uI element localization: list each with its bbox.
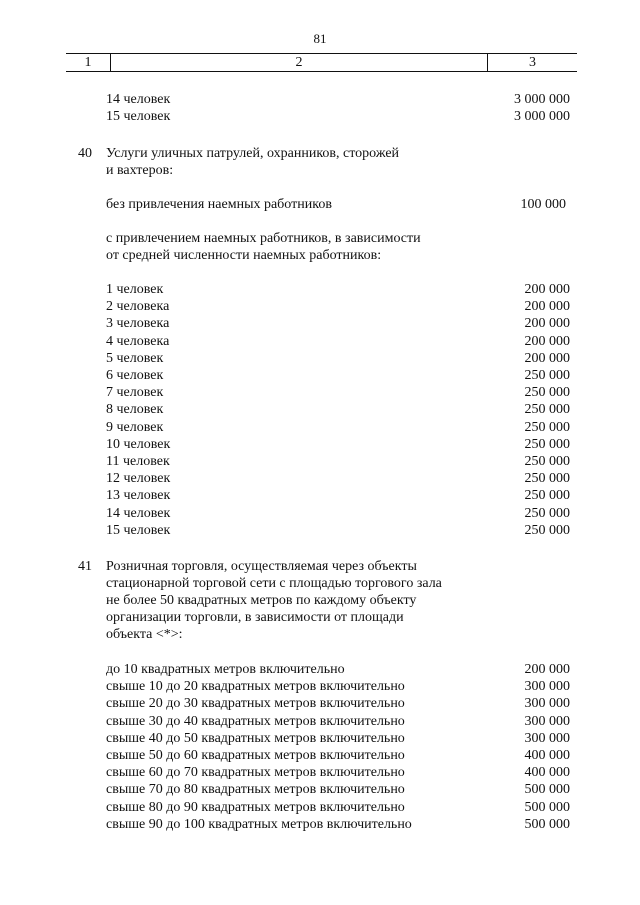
table-row	[0, 522, 640, 539]
row-label: 3 человека	[106, 316, 170, 332]
row-label: 14 человек	[106, 92, 171, 107]
header-col-1: 1	[66, 54, 111, 71]
table-row	[0, 470, 640, 487]
row-label: до 10 квадратных метров включительно	[106, 662, 345, 677]
table-row	[0, 196, 640, 213]
row-label: 6 человек	[106, 368, 164, 383]
table-row	[0, 384, 640, 401]
table-row	[0, 747, 640, 764]
row-value: 400 000	[524, 748, 570, 763]
row-label: 2 человека	[106, 299, 170, 315]
row-label: свыше 30 до 40 квадратных метров включительно	[106, 713, 405, 729]
row-label: 1 человек	[106, 282, 164, 297]
row-value: 500 000	[524, 782, 570, 798]
row-value: 300 000	[524, 679, 570, 695]
row-label: 8 человек	[106, 402, 164, 418]
header-col-3: 3	[529, 55, 536, 70]
row-value: 200 000	[524, 333, 570, 349]
row-value: 300 000	[524, 713, 570, 729]
row-value: 200 000	[524, 299, 570, 315]
row-label: свыше 50 до 60 квадратных метров включительно	[106, 748, 405, 763]
table-row	[0, 453, 640, 470]
row-value: 100 000	[520, 197, 566, 212]
table-row	[0, 799, 640, 816]
row-label: 12 человек	[106, 471, 171, 487]
table-row	[0, 695, 640, 712]
table-row	[0, 401, 640, 418]
row-value: 250 000	[524, 385, 570, 401]
item-41-title-line: организации торговли, в зависимости от площади	[106, 610, 404, 625]
row-value: 3 000 000	[514, 92, 570, 107]
row-value: 3 000 000	[514, 109, 570, 124]
table-row	[0, 298, 640, 315]
table-row	[0, 350, 640, 367]
row-value: 250 000	[524, 505, 570, 521]
table-row	[0, 661, 640, 678]
table-row	[0, 91, 640, 108]
table-row	[0, 764, 640, 781]
row-value: 500 000	[524, 816, 570, 832]
row-value: 500 000	[524, 799, 570, 815]
row-label: свыше 60 до 70 квадратных метров включительно	[106, 765, 405, 781]
table-row	[0, 419, 640, 436]
row-label: свыше 90 до 100 квадратных метров включительно	[106, 816, 412, 832]
row-label: свыше 10 до 20 квадратных метров включительно	[106, 679, 405, 695]
table-row	[0, 315, 640, 332]
table-row	[0, 487, 640, 504]
row-value: 250 000	[524, 488, 570, 504]
table-row	[0, 367, 640, 384]
row-value: 250 000	[524, 522, 570, 538]
row-value: 200 000	[524, 282, 570, 297]
row-label: свыше 20 до 30 квадратных метров включительно	[106, 696, 405, 712]
row-label: 15 человек	[106, 522, 171, 538]
row-value: 200 000	[524, 662, 570, 677]
table-row	[0, 678, 640, 695]
row-value: 200 000	[524, 350, 570, 366]
table-row	[0, 781, 640, 798]
table-row	[0, 436, 640, 453]
item-40-hired-line: от средней численности наемных работников:	[106, 248, 382, 263]
row-label: 9 человек	[106, 419, 164, 435]
page-number: 81	[313, 31, 327, 46]
row-label: 14 человек	[106, 505, 171, 521]
row-value: 400 000	[524, 765, 570, 781]
row-label: 10 человек	[106, 436, 171, 452]
row-label: свыше 80 до 90 квадратных метров включительно	[106, 799, 405, 815]
row-value: 250 000	[524, 368, 570, 383]
table-row	[0, 281, 640, 298]
table-header	[66, 53, 577, 72]
item-41-title-line: стационарной торговой сети с площадью торгового зала	[106, 576, 442, 591]
row-label: свыше 70 до 80 квадратных метров включительно	[106, 782, 405, 798]
row-label: 7 человек	[106, 385, 164, 401]
item-41-title-line: Розничная торговля, осуществляемая через объекты	[106, 559, 417, 574]
row-label: 5 человек	[106, 350, 164, 366]
item-40-title-line: Услуги уличных патрулей, охранников, сторожей	[106, 146, 400, 161]
item-40-hired-line: с привлечением наемных работников, в зависимости	[106, 231, 421, 246]
row-value: 250 000	[524, 471, 570, 487]
table-row	[0, 816, 640, 833]
row-value: 300 000	[524, 696, 570, 712]
item-41-title-line: не более 50 квадратных метров по каждому объекту	[106, 593, 417, 608]
row-label: 11 человек	[106, 454, 170, 469]
row-value: 250 000	[524, 454, 570, 469]
row-value: 250 000	[524, 419, 570, 435]
table-row	[0, 108, 640, 125]
item-40-number: 40	[78, 146, 92, 161]
row-value: 300 000	[524, 730, 570, 746]
row-value: 250 000	[524, 436, 570, 452]
item-41-title-line: объекта <*>:	[106, 627, 183, 642]
row-label: без привлечения наемных работников	[106, 197, 332, 212]
table-row	[0, 713, 640, 730]
row-value: 200 000	[524, 316, 570, 332]
row-value: 250 000	[524, 402, 570, 418]
row-label: 13 человек	[106, 488, 171, 504]
table-row	[0, 505, 640, 522]
item-40-title-line: и вахтеров:	[106, 163, 174, 178]
table-row	[0, 730, 640, 747]
row-label: свыше 40 до 50 квадратных метров включительно	[106, 730, 405, 746]
row-label: 4 человека	[106, 333, 170, 349]
item-41-number: 41	[78, 559, 92, 574]
header-col-2: 2	[111, 54, 488, 71]
table-row	[0, 333, 640, 350]
row-label: 15 человек	[106, 109, 171, 124]
